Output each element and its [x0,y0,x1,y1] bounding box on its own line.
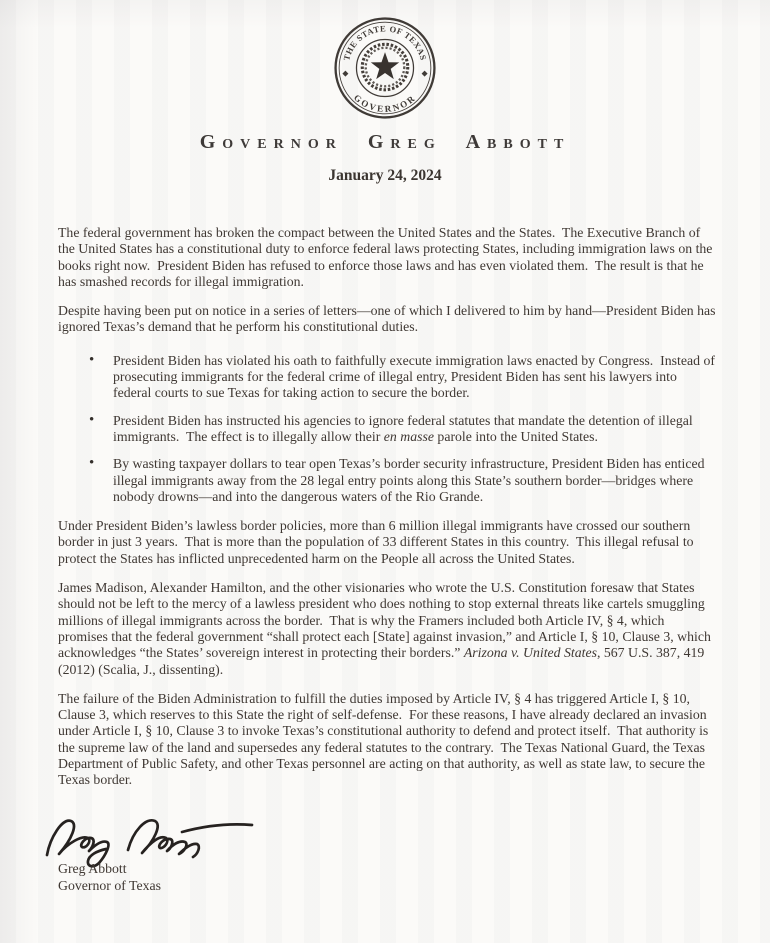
letterhead-title: Governor Greg Abbott [199,131,571,153]
lone-star-icon [371,52,399,79]
seal-bottom-text: GOVERNOR [351,92,419,115]
seal-top-text: THE STATE OF TEXAS [341,23,429,62]
paragraph-4: James Madison, Alexander Hamilton, and the other visionaries who wrote the U.S. Constitution foresaw that States should not be left to the mercy of a lawless president who does nothing to stop external threats like cartels smuggling millions of illegal immigrants across the border. That is why the Framers included both Article IV, § 4, which promises that the federal government “shall protect each [State] against invasion,” and Article I, § 10, Clause 3, which acknowledges “the States’ sovereign interest in protecting their borders.” Arizona v. United States, 567 U.S. 387, 419 (2012) (Scalia, J., dissenting). [58,580,715,677]
bullet-item-3: • By wasting taxpayer dollars to tear open Texas’s border security infrastructure, President Biden has enticed illegal immigrants away from the 28 legal entry points along this State’s southern border—bridges where nobody drowns—and into the dangerous waters of the Rio Grande. [58,456,716,505]
bullet-item-2: • President Biden has instructed his agencies to ignore federal statutes that mandate the detention of illegal immigrants. The effect is to illegally allow their en masse parole into the United States. [58,413,716,446]
paragraph-2: Despite having been put on notice in a series of letters—one of which I delivered to him by hand—President Biden has ignored Texas’s demand that he perform his constitutional duties. [58,303,719,335]
letterhead [0,0,770,185]
bullet-item-1: • President Biden has violated his oath to faithfully execute immigration laws enacted by Congress. Instead of prosecuting immigrants for the federal crime of illegal entry, President Biden has sent his lawyers into federal courts to sue Texas for taking action to secure the border. [58,353,716,402]
paragraph-5: The failure of the Biden Administration to fulfill the duties imposed by Article IV, § 4 has triggered Article I, § 10, Clause 3, which reserves to this State the right of self-defense. For these reasons, I have already declared an invasion under Article I, § 10, Clause 3 to invoke Texas’s constitutional authority to defend and protect itself. That authority is the supreme law of the land and supersedes any federal statutes to the contrary. The Texas National Guard, the Texas Department of Public Safety, and other Texas personnel are acting on that authority, as well as state law, to secure the Texas border. [58,690,712,788]
letter-date: January 24, 2024 [328,167,442,184]
bullet-list [58,352,719,505]
letter-body [0,225,770,789]
signature-block [0,811,770,894]
texas-governor-seal-icon [332,15,438,121]
signature-name: Greg Abbott [58,860,127,876]
paragraph-3: Under President Biden’s lawless border policies, more than 6 million illegal immigrants have crossed our southern border in just 3 years. That is more than the population of 33 different States in this country. This illegal refusal to protect the States has inflicted unprecedented harm on the People all across the United States. [58,518,698,566]
paragraph-1: The federal government has broken the compact between the United States and the States. The Executive Branch of the United States has a constitutional duty to enforce federal laws protecting States, including immigration laws on the books right now. President Biden has refused to enforce those laws and has even violated them. The result is that he has smashed records for illegal immigration. [58,225,716,289]
signature-role: Governor of Texas [58,877,161,893]
seal-separator-icon [422,71,428,77]
seal-separator-icon [342,71,348,77]
